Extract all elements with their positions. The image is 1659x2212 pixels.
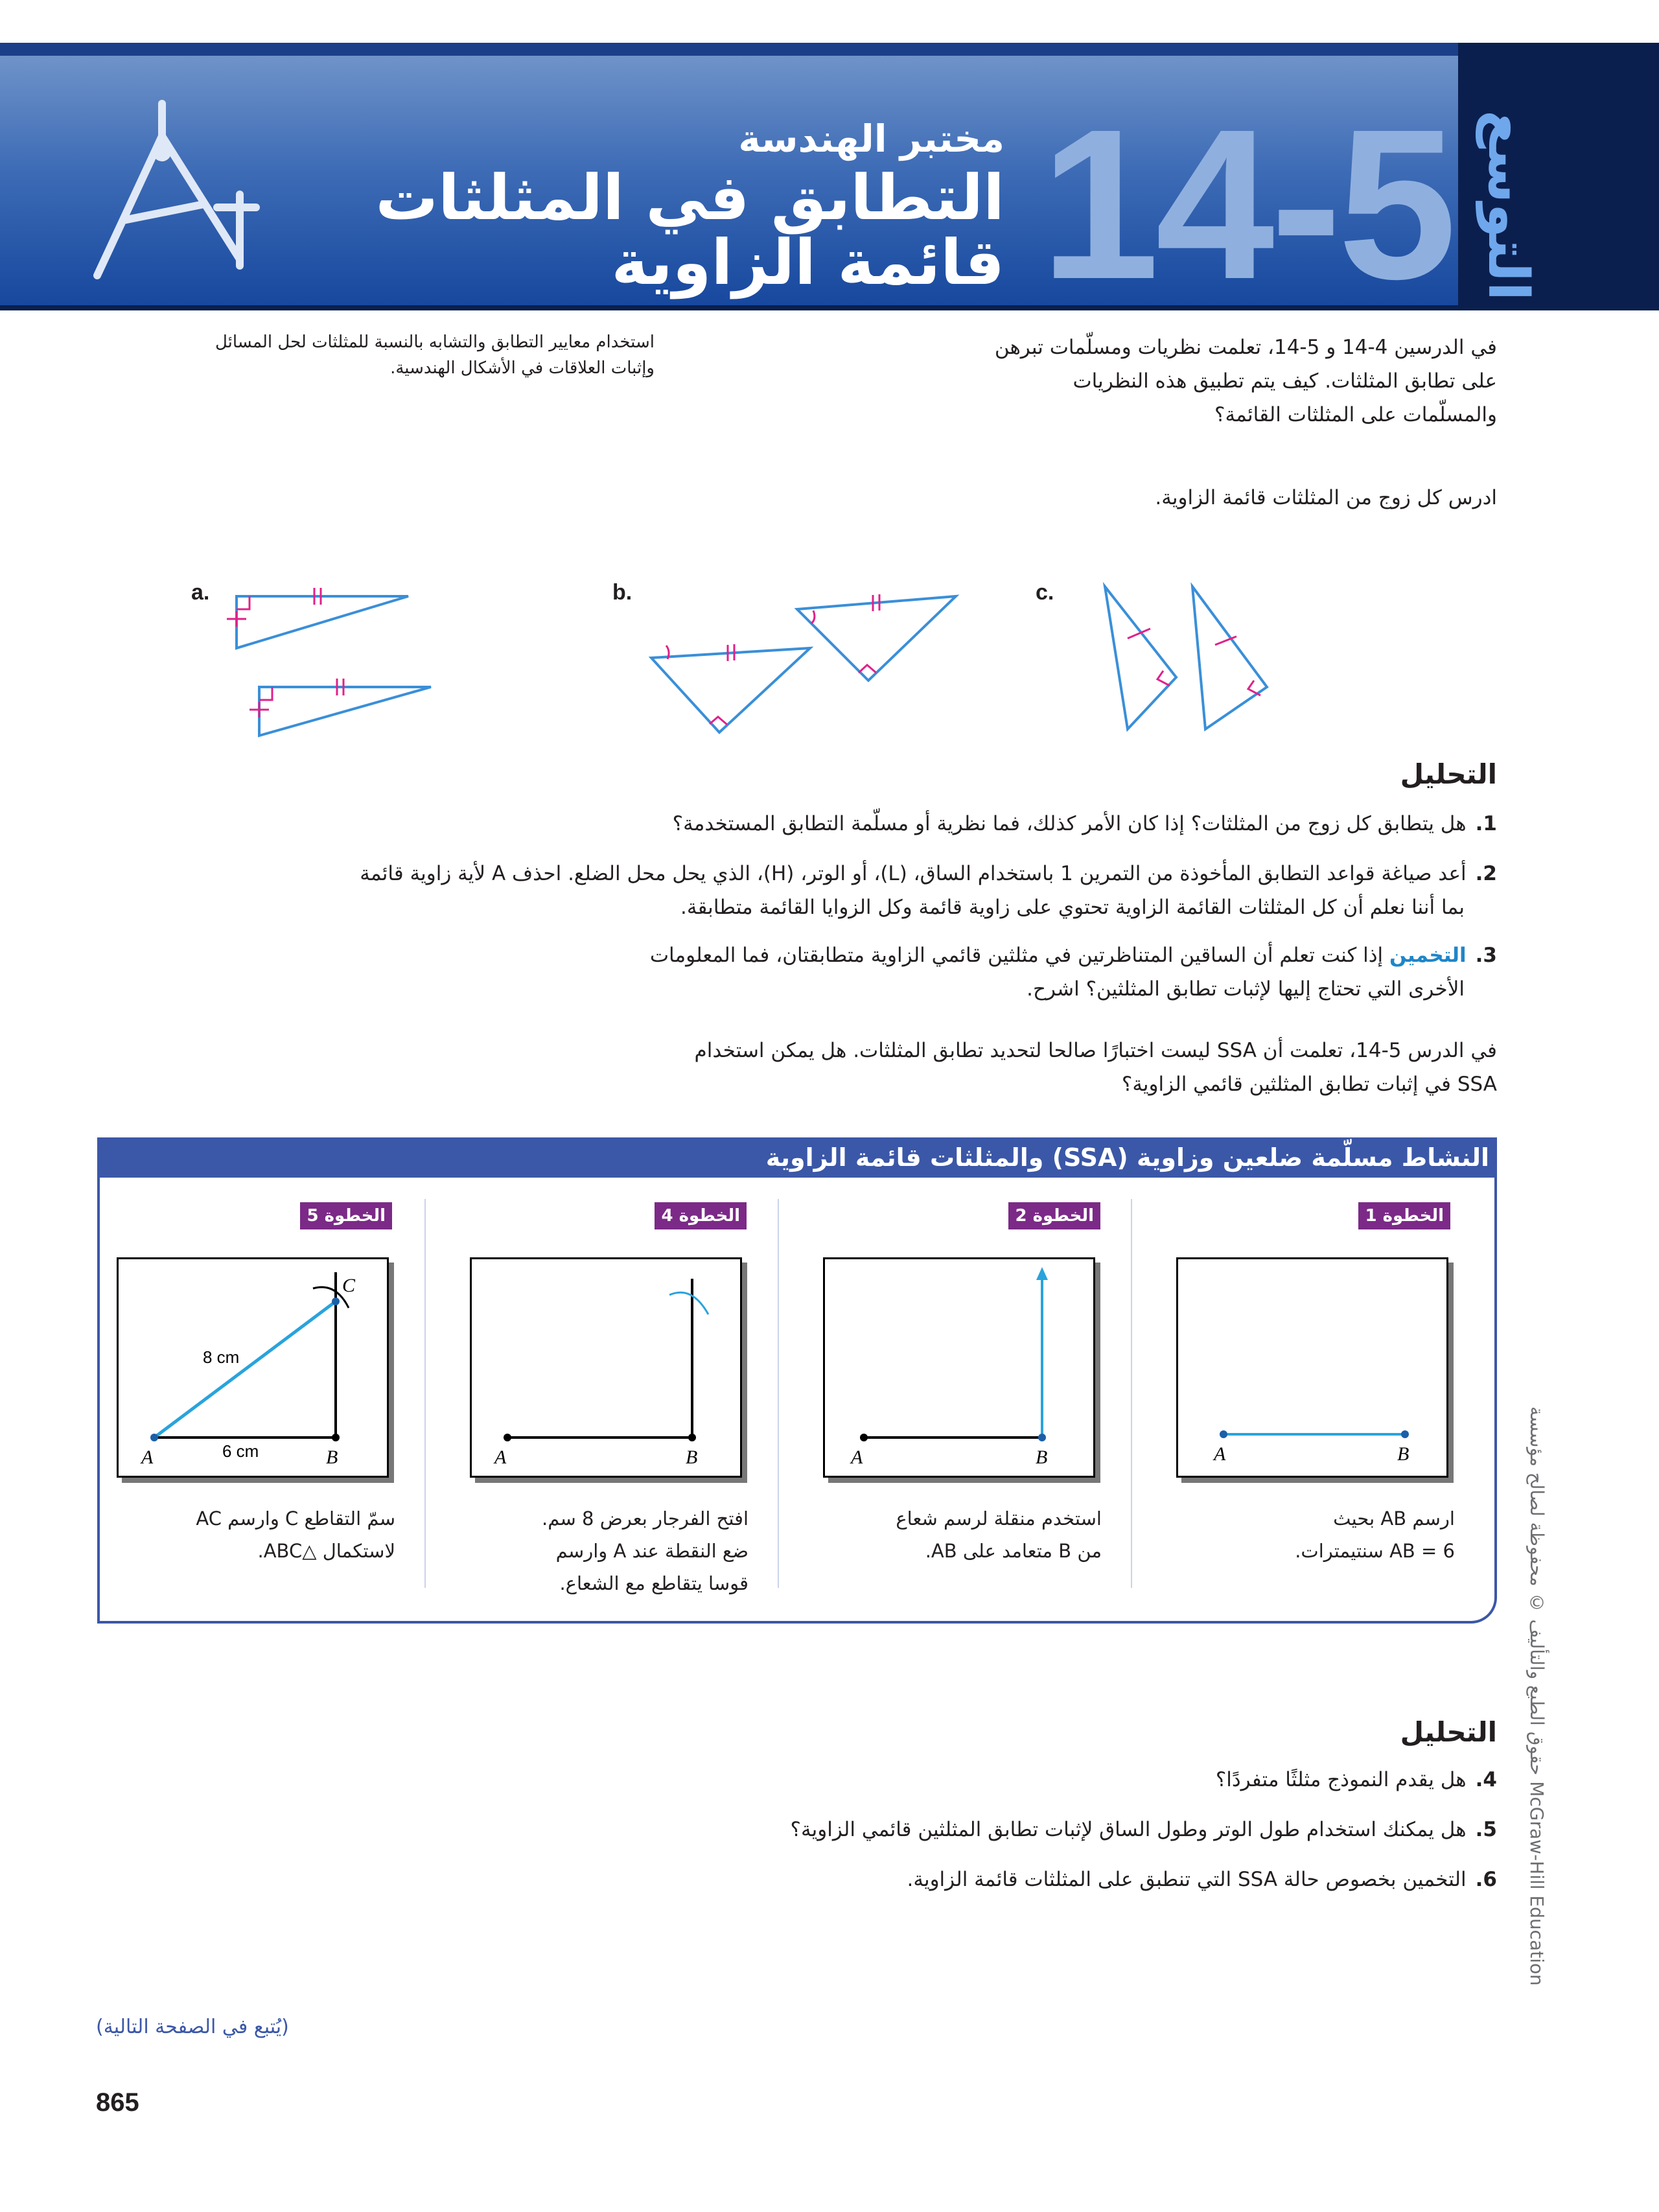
step-4-caption: [470, 1502, 748, 1600]
analysis-heading-2: [1400, 1716, 1497, 1748]
caption-line: قوسا يتقاطع مع الشعاع.: [559, 1572, 748, 1594]
question-text: أعد صياغة قواعد التطابق المأخوذة من التمرين 1 باستخدام الساق، (L)، أو الوتر، (H)، الذي يحل محل الضلع. احذف A لأية زاوية قائمة: [360, 862, 1467, 885]
point-label-b: B: [1397, 1443, 1410, 1465]
step-2-diagram: [825, 1259, 1093, 1476]
caption-line: افتح الفرجار بعرض 8 سم.: [542, 1508, 748, 1530]
question-text: التخمين بخصوص حالة SSA التي تنطبق على المثلثات قائمة الزاوية.: [907, 1868, 1467, 1891]
figure-label-b: b.: [612, 580, 632, 605]
objective-line: استخدام معايير التطابق والتشابه بالنسبة للمثلثات لحل المسائل: [215, 332, 655, 352]
figure-label-a: a.: [191, 580, 210, 605]
caption-line: من B متعامد على AB.: [925, 1540, 1102, 1562]
conjecture-label: التخمين: [1389, 944, 1467, 967]
caption-line: سمّ التقاطع C وارسم AC: [196, 1508, 395, 1530]
question-3: [104, 938, 1497, 1006]
question-text: هل يقدم النموذج مثلثًا متفردًا؟: [1215, 1768, 1467, 1791]
intro-line: على تطابق المثلثات. كيف يتم تطبيق هذه النظريات: [1073, 369, 1497, 393]
step-5-diagram: [119, 1259, 387, 1476]
ssa-note-line: في الدرس 5-14، تعلمت أن SSA ليست اختبارًا صالحا لتحديد تطابق المثلثات. هل يمكن استخدام: [694, 1039, 1497, 1062]
step-2-panel: [823, 1257, 1095, 1478]
intro-line: والمسلّمات على المثلثات القائمة؟: [1214, 403, 1497, 426]
activity-title: النشاط مسلّمة ضلعين وزاوية (SSA) والمثلثات قائمة الزاوية: [765, 1143, 1489, 1172]
question-4: [104, 1763, 1497, 1797]
compass-icon: [84, 91, 266, 285]
ssa-note-line: SSA في إثبات تطابق المثلثين قائمي الزاوية؟: [1121, 1073, 1497, 1096]
caption-line: استخدم منقلة لرسم شعاع: [896, 1508, 1102, 1530]
caption-line: ارسم AB بحيث: [1333, 1508, 1455, 1530]
continued-note: (يُتبع في الصفحة التالية): [96, 2016, 289, 2038]
figure-a-triangles: [220, 580, 454, 749]
point-label-b: B: [686, 1447, 698, 1468]
intro-line: في الدرسين 4-14 و 5-14، تعلمت نظريات ومسلّمات تبرهن: [994, 336, 1497, 359]
step-4-panel: [470, 1257, 742, 1478]
question-number: 4.: [1475, 1768, 1497, 1791]
ssa-note: [104, 1034, 1497, 1101]
length-label-ac: 8 cm: [203, 1347, 240, 1367]
figure-b-triangles: [642, 583, 979, 745]
step-badge-5: الخطوة 5: [300, 1202, 392, 1229]
point-label-a: A: [1214, 1443, 1226, 1465]
study-instruction: ادرس كل زوج من المثلثات قائمة الزاوية.: [1155, 486, 1497, 509]
header-top-strip: [0, 43, 1659, 56]
analysis-heading-1: [1400, 758, 1497, 790]
page-title-line2: قائمة الزاوية: [611, 226, 1004, 299]
lab-subtitle: مختبر الهندسة: [738, 117, 1004, 161]
analysis-heading-text: التحليل: [1400, 758, 1497, 790]
question-text: إذا كنت تعلم أن الساقين المتناظرتين في مثلثين قائمي الزاوية متطابقتان، فما المعلومات: [649, 944, 1384, 967]
figure-c-triangles: [1095, 577, 1283, 739]
question-1: [104, 807, 1497, 841]
figure-label-c: c.: [1036, 580, 1054, 605]
page-title-line1: التطابق في المثلثات: [375, 161, 1004, 234]
question-number: 2.: [1475, 862, 1497, 885]
step-1-panel: [1176, 1257, 1448, 1478]
caption-line: AB = 6 سنتيمترات.: [1295, 1540, 1455, 1562]
page-number: 865: [96, 2088, 139, 2117]
question-text: هل يمكنك استخدام طول الوتر وطول الساق لإثبات تطابق المثلثين قائمي الزاوية؟: [790, 1818, 1467, 1841]
step-1-diagram: [1178, 1259, 1446, 1476]
question-text-cont: بما أننا نعلم أن كل المثلثات القائمة الزاوية تحتوي على زاوية قائمة وكل الزوايا القائمة متطابقة.: [680, 896, 1465, 919]
point-label-a: A: [851, 1447, 863, 1468]
step-5-panel: [117, 1257, 389, 1478]
step-separator: [1131, 1199, 1132, 1588]
lesson-number: 14-5: [1040, 84, 1453, 323]
question-number: 5.: [1475, 1818, 1497, 1841]
step-badge-1: الخطوة 1: [1358, 1202, 1450, 1229]
question-number: 3.: [1475, 944, 1497, 967]
intro-paragraph: [784, 331, 1497, 432]
question-6: [104, 1863, 1497, 1896]
caption-line: لاستكمال △ABC.: [257, 1540, 395, 1562]
step-badge-2: الخطوة 2: [1008, 1202, 1100, 1229]
step-separator: [424, 1199, 426, 1588]
enrichment-label: التوسع: [1476, 110, 1540, 301]
objective-note: [130, 329, 655, 381]
step-1-caption: [1176, 1502, 1455, 1567]
question-text-cont: الأخرى التي تحتاج إليها لإثبات تطابق المثلثين؟ اشرح.: [1027, 977, 1465, 1001]
question-number: 6.: [1475, 1868, 1497, 1891]
point-label-c: C: [342, 1275, 356, 1296]
point-label-b: B: [326, 1447, 338, 1468]
question-number: 1.: [1475, 812, 1497, 835]
analysis-heading-text: التحليل: [1400, 1716, 1497, 1748]
objective-line: وإثبات العلاقات في الأشكال الهندسية.: [390, 358, 655, 378]
step-4-diagram: [472, 1259, 740, 1476]
step-2-caption: [823, 1502, 1102, 1567]
question-5: [104, 1813, 1497, 1846]
copyright-notice: حقوق الطبع والتأليف © محفوظة لصالح مؤسسة McGraw-Hill Education: [1526, 1406, 1548, 1986]
point-label-a: A: [141, 1447, 154, 1468]
step-separator: [778, 1199, 779, 1588]
question-2: [104, 857, 1497, 924]
step-5-caption: [117, 1502, 395, 1567]
length-label-ab: 6 cm: [222, 1441, 259, 1461]
point-label-b: B: [1036, 1447, 1048, 1468]
question-text: هل يتطابق كل زوج من المثلثات؟ إذا كان الأمر كذلك، فما نظرية أو مسلّمة التطابق المستخدمة؟: [672, 812, 1467, 835]
caption-line: ضع النقطة عند A وارسم: [555, 1540, 748, 1562]
step-badge-4: الخطوة 4: [655, 1202, 747, 1229]
point-label-a: A: [494, 1447, 507, 1468]
